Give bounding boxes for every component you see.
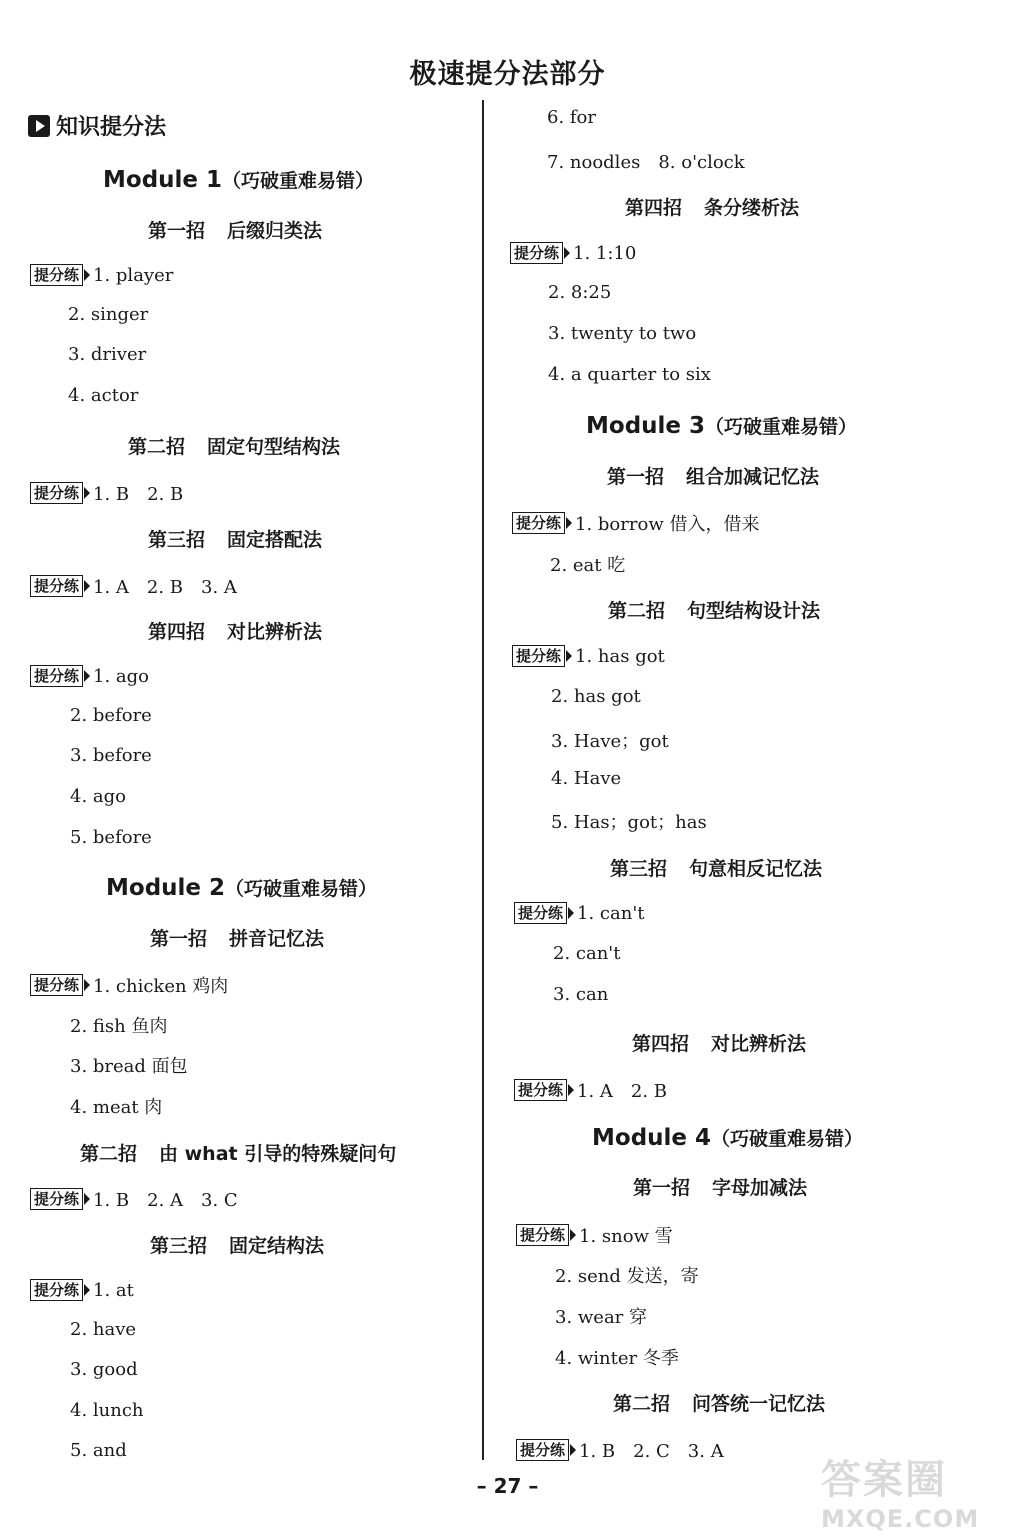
m2-practice-1: [30, 972, 228, 998]
zhao-label: 第三招: [148, 529, 206, 551]
m3-practice-4: [514, 1077, 667, 1103]
zhao-label: 第四招: [632, 1033, 690, 1055]
zhao-label: 第一招: [148, 220, 206, 242]
answer-item: 1. B 2. C 3. A: [579, 1441, 724, 1462]
zhao-label: 第一招: [607, 466, 665, 488]
practice-tag: 提分练: [30, 974, 83, 996]
practice-tag: 提分练: [30, 264, 83, 286]
page-number: – 27 –: [476, 1474, 539, 1498]
answer-item: 2. fish 鱼肉: [70, 1016, 168, 1037]
zhao-label: 第一招: [633, 1177, 691, 1199]
zhao-label: 第三招: [150, 1235, 208, 1257]
answer-item: 2. 8:25: [548, 282, 612, 303]
watermark-bottom: MXQE.COM: [821, 1505, 980, 1533]
module-title: Module 2: [106, 875, 226, 901]
answer-item: 4. a quarter to six: [548, 364, 711, 385]
play-icon: [28, 115, 50, 137]
answer-item: 1. B 2. B: [93, 484, 184, 505]
zhao-name: 句型结构设计法: [687, 600, 821, 622]
answer-item: 4. Have: [551, 768, 622, 789]
answer-item: 2. has got: [551, 686, 641, 707]
zhao-name: 对比辨析法: [711, 1033, 807, 1055]
m3-zhao-1: [607, 462, 819, 489]
answer-item: 2. singer: [68, 304, 149, 325]
m1-practice-1: [30, 264, 173, 286]
answer-item: 3. can: [553, 984, 609, 1005]
answer-item: 4. ago: [70, 786, 126, 807]
section-heading-text: 知识提分法: [56, 115, 167, 140]
module-3-heading: [586, 412, 857, 439]
answer-item: 1. at: [93, 1279, 134, 1301]
answer-item: 5. Has；got；has: [551, 812, 707, 833]
zhao-name: 拼音记忆法: [229, 928, 325, 950]
zhao-label: 第二招: [613, 1393, 671, 1415]
answer-item: 1. borrow 借入，借来: [575, 514, 760, 535]
module-title: Module 4: [592, 1125, 712, 1151]
m1-zhao-4: [148, 617, 322, 644]
practice-tag: 提分练: [514, 1079, 567, 1101]
module-2-heading: [106, 874, 377, 901]
answer-item: 3. twenty to two: [548, 323, 697, 344]
answer-item: 4. lunch: [70, 1400, 144, 1421]
answer-item: 5. before: [70, 827, 152, 848]
zhao-label: 第四招: [148, 621, 206, 643]
page-title: 极速提分法部分: [409, 59, 606, 90]
answer-item: 1. has got: [575, 645, 665, 667]
m3-zhao-3: [610, 854, 822, 881]
m2-practice-3: [30, 1279, 134, 1301]
m2-zhao-2: [80, 1139, 396, 1166]
m1-zhao-1: [148, 216, 322, 243]
answer-item: 1. snow 雪: [579, 1226, 673, 1247]
answer-item: 2. have: [70, 1319, 137, 1340]
m2-practice-4: [510, 242, 636, 264]
section-heading: [28, 110, 166, 141]
practice-tag: 提分练: [514, 902, 567, 924]
answer-item: 4. actor: [68, 385, 139, 406]
zhao-label: 第三招: [610, 858, 668, 880]
zhao-label: 第二招: [80, 1143, 138, 1165]
watermark: [821, 1448, 1001, 1533]
zhao-name: 固定结构法: [229, 1235, 325, 1257]
m2-zhao-4: [625, 193, 799, 220]
answer-item: 1. player: [93, 264, 174, 286]
m2-practice-2: [30, 1186, 238, 1212]
zhao-name: 后缀归类法: [227, 220, 323, 242]
answer-item: 1. ago: [93, 665, 150, 687]
zhao-name: 句意相反记忆法: [689, 858, 823, 880]
zhao-name: 对比辨析法: [227, 621, 323, 643]
practice-tag: 提分练: [30, 1188, 83, 1210]
answer-item: 7. noodles 8. o'clock: [547, 152, 745, 173]
module-1-heading: [103, 166, 374, 193]
column-divider: [482, 100, 484, 1460]
answer-item: 3. bread 面包: [70, 1056, 188, 1077]
module-subtitle: （巧破重难易错）: [705, 416, 858, 438]
m1-practice-4: [30, 665, 149, 687]
answer-item: 2. eat 吃: [550, 555, 626, 576]
watermark-top: 答案圈: [821, 1457, 947, 1503]
m1-practice-2: [30, 480, 183, 506]
m3-practice-3: [514, 902, 645, 924]
zhao-name: 固定句型结构法: [207, 436, 341, 458]
answer-item: 3. before: [70, 745, 152, 766]
answer-item: 6. for: [547, 107, 596, 128]
answer-item: 1. can't: [577, 902, 645, 924]
answer-item: 3. Have；got: [551, 731, 669, 752]
m4-practice-2: [516, 1437, 724, 1463]
zhao-label: 第四招: [625, 197, 683, 219]
zhao-name: 问答统一记忆法: [692, 1393, 826, 1415]
m4-zhao-2: [613, 1389, 825, 1416]
zhao-name: 条分缕析法: [704, 197, 800, 219]
answer-item: 3. good: [70, 1359, 138, 1380]
practice-tag: 提分练: [510, 242, 563, 264]
zhao-label: 第二招: [128, 436, 186, 458]
module-subtitle: （巧破重难易错）: [222, 170, 375, 192]
practice-tag: 提分练: [516, 1224, 569, 1246]
practice-tag: 提分练: [512, 512, 565, 534]
m3-zhao-2: [608, 596, 820, 623]
zhao-label: 第一招: [150, 928, 208, 950]
m2-zhao-1: [150, 924, 324, 951]
m3-practice-1: [512, 510, 759, 536]
m3-zhao-4: [632, 1029, 806, 1056]
module-title: Module 1: [103, 167, 223, 193]
practice-tag: 提分练: [512, 645, 565, 667]
practice-tag: 提分练: [30, 482, 83, 504]
m4-zhao-1: [633, 1173, 807, 1200]
module-subtitle: （巧破重难易错）: [225, 878, 378, 900]
practice-tag: 提分练: [30, 665, 83, 687]
answer-item: 1. B 2. A 3. C: [93, 1190, 238, 1211]
answer-item: 2. can't: [553, 943, 621, 964]
answer-item: 4. winter 冬季: [555, 1348, 679, 1369]
practice-tag: 提分练: [30, 1279, 83, 1301]
m1-practice-3: [30, 573, 237, 599]
zhao-label: 第二招: [608, 600, 666, 622]
answer-item: 1. A 2. B 3. A: [93, 577, 237, 598]
practice-tag: 提分练: [516, 1439, 569, 1461]
m3-practice-2: [512, 645, 665, 667]
m4-practice-1: [516, 1222, 673, 1248]
answer-item: 1. chicken 鸡肉: [93, 976, 229, 997]
m2-zhao-3: [150, 1231, 324, 1258]
answer-item: 2. before: [70, 705, 152, 726]
zhao-name: 固定搭配法: [227, 529, 323, 551]
zhao-name: 组合加减记忆法: [686, 466, 820, 488]
answer-item: 3. driver: [68, 344, 147, 365]
answer-item: 2. send 发送，寄: [555, 1266, 699, 1287]
module-title: Module 3: [586, 413, 706, 439]
zhao-name: 字母加减法: [712, 1177, 808, 1199]
answer-item: 1. A 2. B: [577, 1081, 668, 1102]
m1-zhao-2: [128, 432, 340, 459]
module-subtitle: （巧破重难易错）: [711, 1128, 864, 1150]
m1-zhao-3: [148, 525, 322, 552]
module-4-heading: [592, 1124, 863, 1151]
zhao-name: 由 what 引导的特殊疑问句: [159, 1143, 397, 1165]
answer-item: 3. wear 穿: [555, 1307, 648, 1328]
answer-item: 1. 1:10: [573, 242, 637, 264]
answer-item: 5. and: [70, 1440, 127, 1461]
practice-tag: 提分练: [30, 575, 83, 597]
answer-item: 4. meat 肉: [70, 1097, 163, 1118]
